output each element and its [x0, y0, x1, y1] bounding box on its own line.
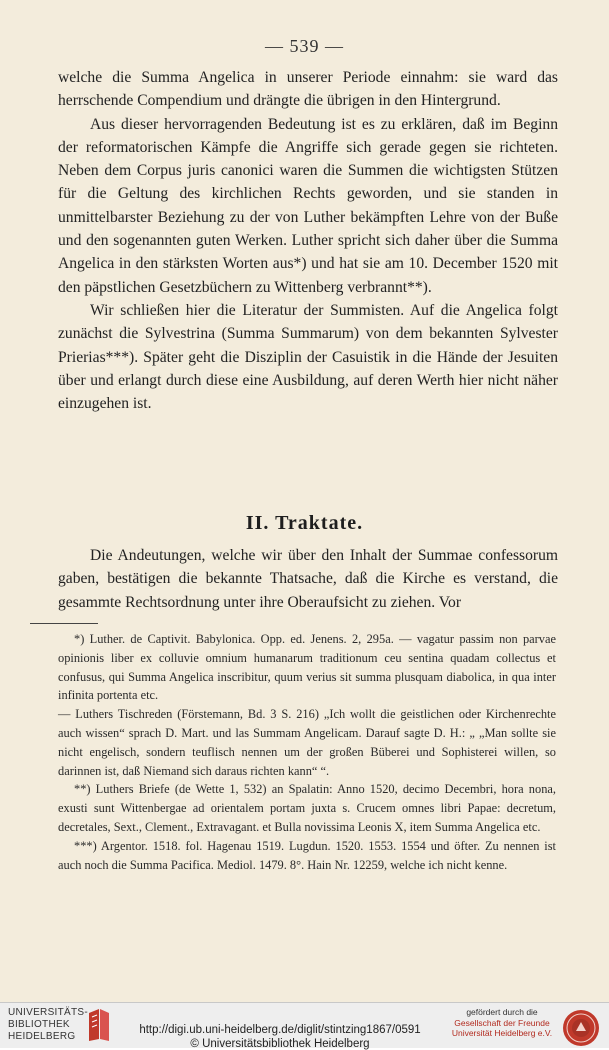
body-text-top — [58, 66, 558, 415]
library-book-icon[interactable] — [86, 1007, 112, 1043]
section-heading: II. Traktate. — [245, 512, 364, 534]
footnote-continuation: — Luthers Tischreden (Förstemann, Bd. 3 S. 216) „Ich wollt die geistlichen oder Kirchenrechte auch wissen“ sprach D. Mart. und las Summam Angelicam. Darauf sagte D. H.: „ „Man sollte sie nicht engelisch, sondern teuflisch nennen um der großen Büberei und Sophisterei willen, so darinnen ist, daß Niemand sich daraus richten kann“ “. — [58, 707, 556, 778]
viewer-footer — [0, 1002, 609, 1048]
paragraph: Die Andeutungen, welche wir über den Inhalt der Summae confessorum gaben, bestätigen die bekannte Thatsache, daß die Kirche es verstand, die gesammte Rechtsordnung unter ihre Oberaufsicht zu ziehen. Vor — [58, 547, 558, 611]
footnote: *) Luther. de Captivit. Babylonica. Opp. ed. Jenens. 2, 295a. — vagatur passim non parvae opinionis liber ex colluvie omnium humanarum traditionum ceu sentina quadam collectus et confusus, qui Summa Angelica inscribitur, quum verius sit summa plusquam diabolica, in qua inter infinita portenta etc. — [58, 632, 556, 703]
permalink-url[interactable]: http://digi.ub.uni-heidelberg.de/diglit/stintzing1867/0591 — [139, 1024, 421, 1036]
footnote: ***) Argentor. 1518. fol. Hagenau 1519. Lugdun. 1520. 1553. 1554 und öfter. Zu nennen ist auch noch die Summa Pacifica. Mediol. 1479. 8°. Hain Nr. 12259, welche ich nicht kenne. — [58, 838, 556, 872]
paragraph: Aus dieser hervorragenden Bedeutung ist es zu erklären, daß im Beginn der reformatorischen Kämpfe die Angriffe sich gerade gegen sie richteten. Neben dem Corpus juris canonici waren die Summen die wichtigsten Stützen für die Geltung des kirchlichen Rechts geworden, und sie standen in unmittelbarster Beziehung zu der von Luther bekämpften Lehre von der Buße und den sogenannten guten Werken. Luther spricht sich daher über die Summa Angelica in den stärksten Worten aus*) und hat sie am 10. December 1520 mit den päpstlichen Gesetzbüchern zu Wittenberg verbrannt**). — [58, 115, 558, 296]
university-seal-icon[interactable] — [562, 1009, 600, 1047]
paragraph: Wir schließen hier die Literatur der Summisten. Auf die Angelica folgt zunächst die Sylvestrina (Summa Summarum) von dem bekannten Sylvester Prierias***). Später geht die Disziplin der Casuistik in die Hände der Jesuiten über und erlangt durch diese eine Ausbildung, auf deren Werth hier nicht näher einzugehen ist. — [58, 301, 558, 413]
body-text-bottom — [58, 544, 558, 614]
paragraph: welche die Summa Angelica in unserer Periode einnahm: sie ward das herrschende Compendium und drängte die übrigen in den Hintergrund. — [58, 69, 558, 110]
library-name[interactable]: UNIVERSITÄTS- BIBLIOTHEK HEIDELBERG — [8, 1007, 89, 1042]
page-number: — 539 — — [265, 36, 344, 56]
footnote-divider — [30, 623, 98, 624]
footnote: **) Luthers Briefe (de Wette 1, 532) an Spalatin: Anno 1520, decimo Decembri, hora nona, exusti sunt Wittenbergae ad orientalem portam juxta s. Crucem omnes libri Papae: decretum, decretales, Sext., Clement., Extravagant. et Bulla novissima Leonis X, item Summa Angelica etc. — [58, 782, 556, 834]
footnotes — [58, 630, 556, 874]
copyright-notice: © Universitätsbibliothek Heidelberg — [190, 1038, 370, 1050]
funder-credit[interactable]: gefördert durch die Gesellschaft der Freunde Universität Heidelberg e.V. — [451, 1007, 553, 1038]
